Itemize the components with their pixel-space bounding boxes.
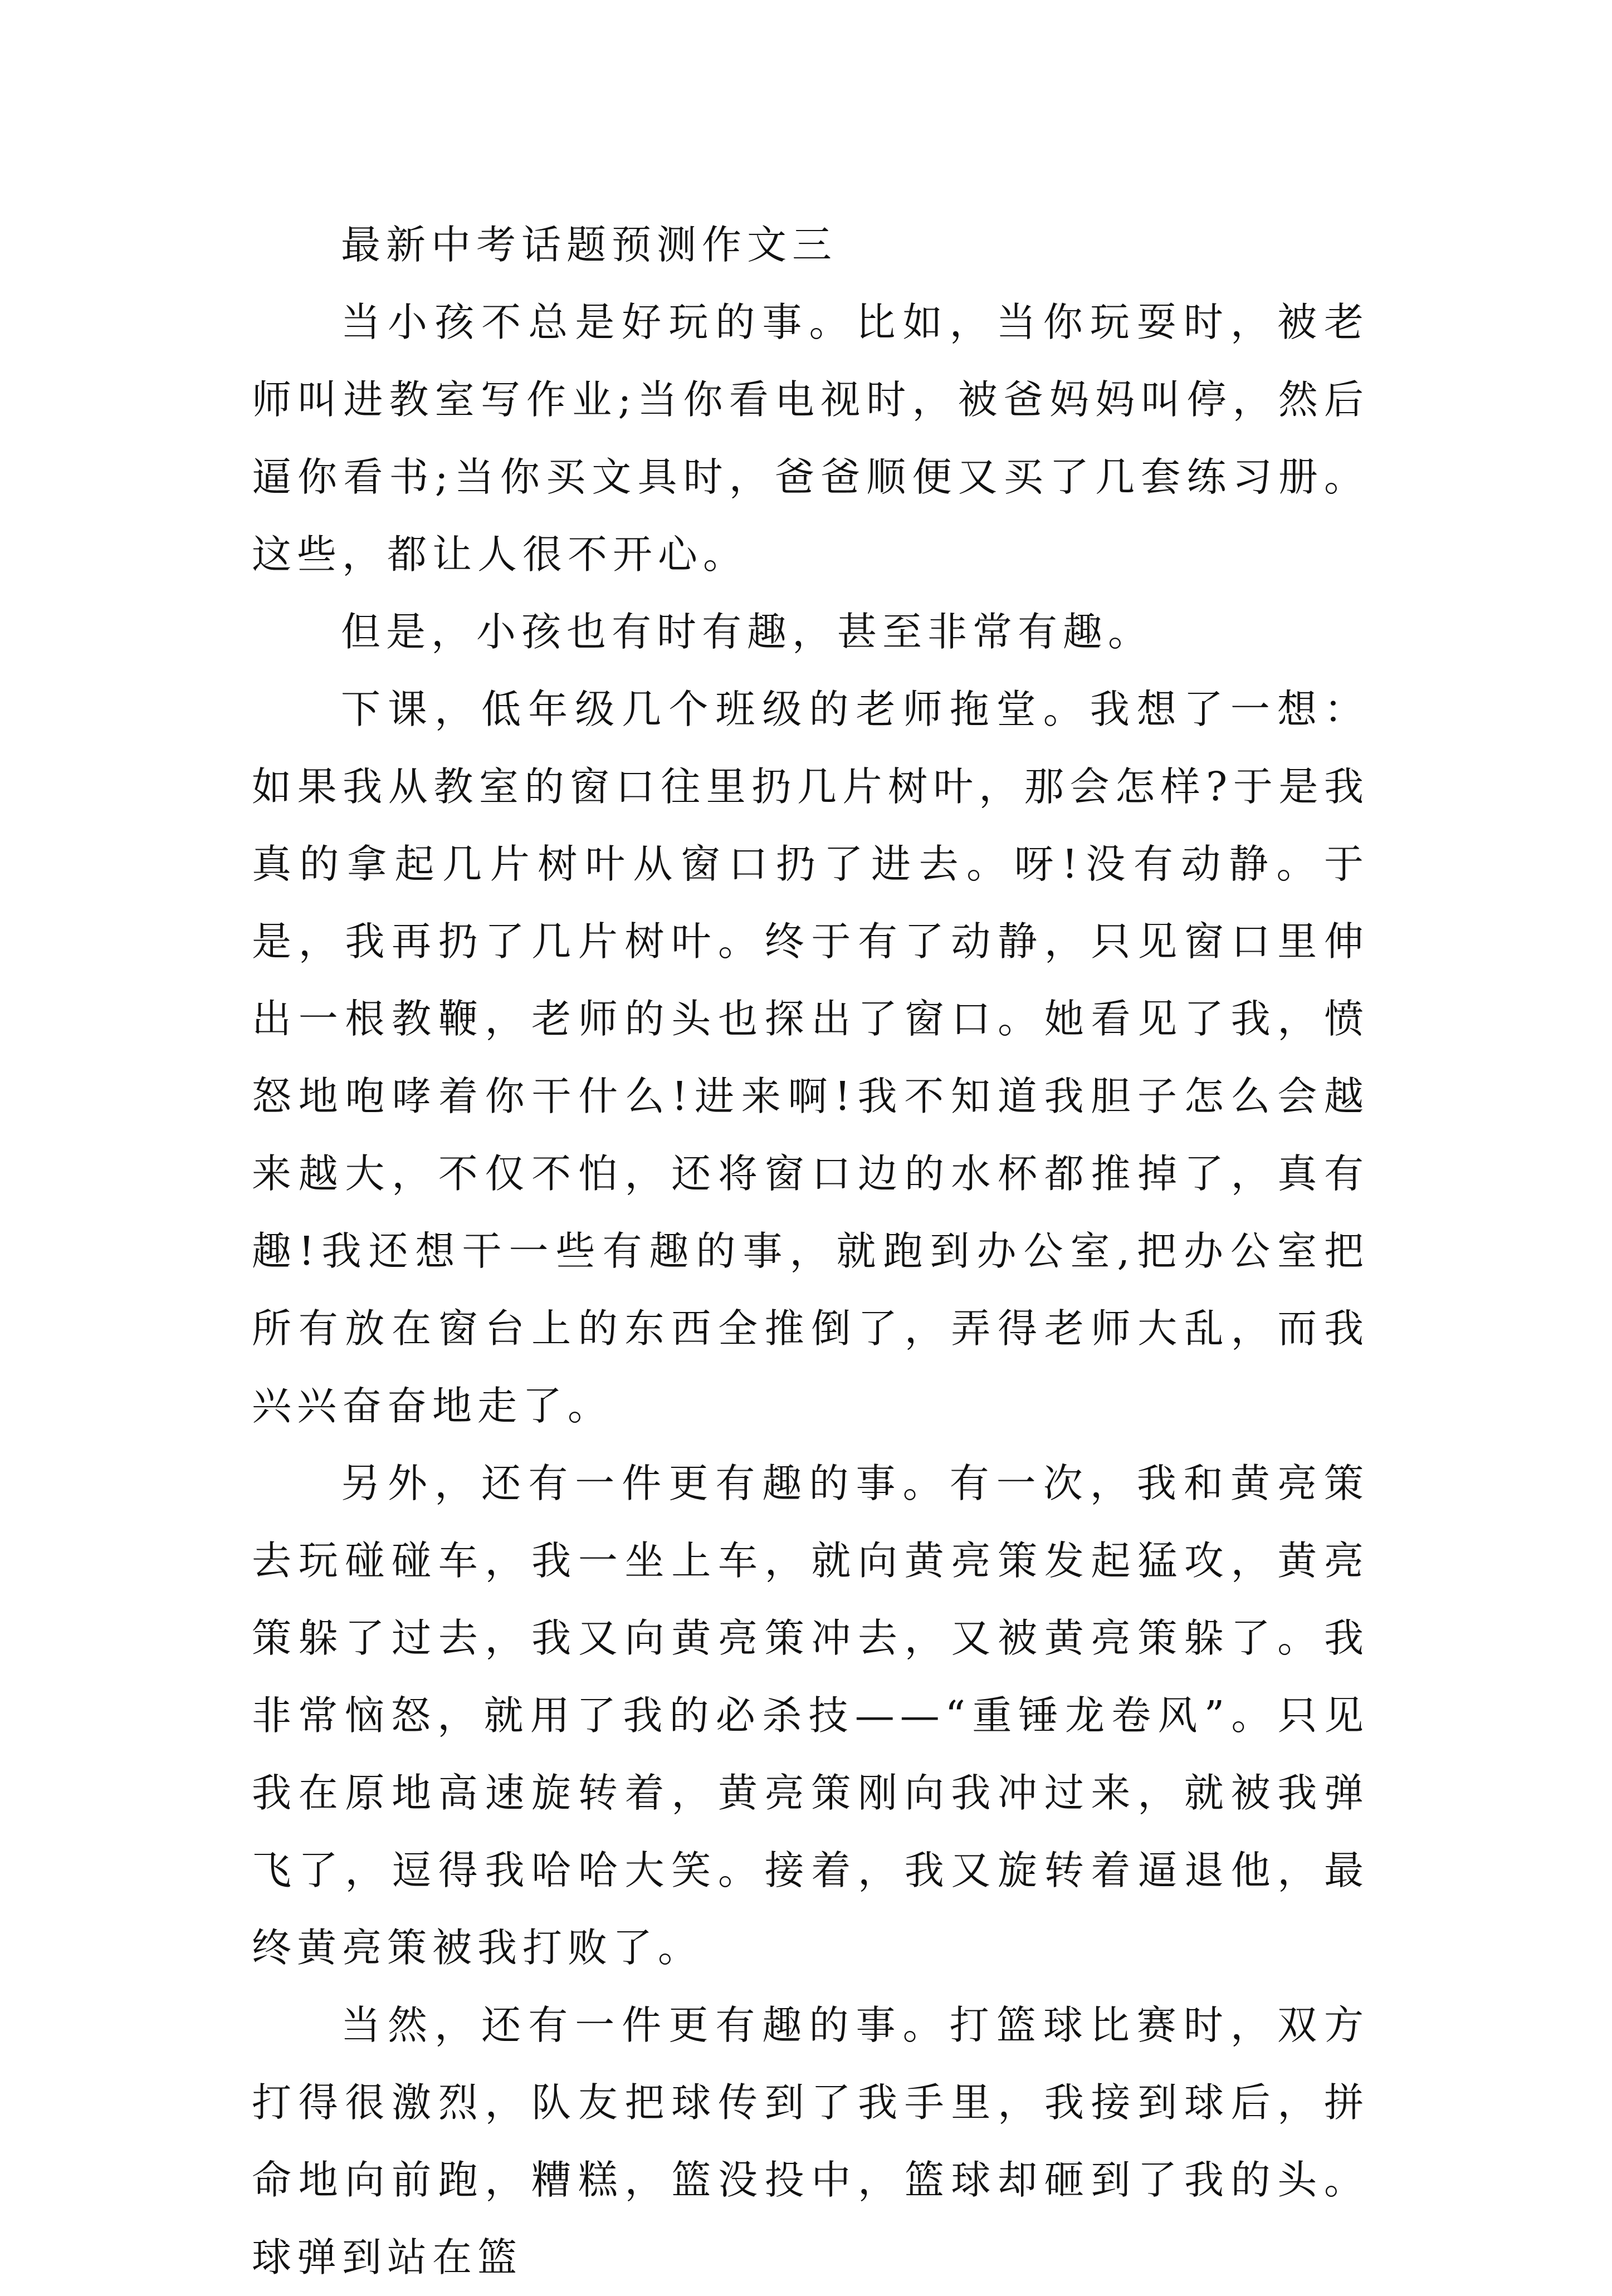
essay-title: 最新中考话题预测作文三: [341, 222, 838, 268]
paragraph-3: 下课，低年级几个班级的老师拖堂。我想了一想：如果我从教室的窗口往里扔几片树叶，那会怎样?于是我真的拿起几片树叶从窗口扔了进去。呀!没有动静。于是，我再扔了几片树叶。终于有了动静，只见窗口里伸出一根教鞭，老师的头也探出了窗口。她看见了我，愤怒地咆哮着你干什么!进来啊!我不知道我胆子怎么会越来越大，不仅不怕，还将窗口边的水杯都推掉了，真有趣!我还想干一些有趣的事，就跑到办公室,把办公室把所有放在窗台上的东西全推倒了，弄得老师大乱，而我兴兴奋奋地走了。: [252, 686, 1369, 1429]
essay-body: [252, 206, 1369, 2296]
paragraph-5: 当然，还有一件更有趣的事。打篮球比赛时，双方打得很激烈，队友把球传到了我手里，我接到球后，拼命地向前跑，糟糕，篮没投中，篮球却砸到了我的头。球弹到站在篮: [252, 2002, 1369, 2280]
paragraph-2: 但是，小孩也有时有趣，甚至非常有趣。: [341, 609, 1154, 655]
paragraph-1: 当小孩不总是好玩的事。比如，当你玩耍时，被老师叫进教室写作业;当你看电视时，被爸妈妈叫停，然后逼你看书;当你买文具时，爸爸顺便又买了几套练习册。这些，都让人很不开心。: [252, 299, 1369, 577]
paragraph-4: 另外，还有一件更有趣的事。有一次，我和黄亮策去玩碰碰车，我一坐上车，就向黄亮策发起猛攻，黄亮策躲了过去，我又向黄亮策冲去，又被黄亮策躲了。我非常恼怒，就用了我的必杀技——“重锤龙卷风”。只见我在原地高速旋转着，黄亮策刚向我冲过来，就被我弹飞了，逗得我哈哈大笑。接着，我又旋转着逼退他，最终黄亮策被我打败了。: [252, 1460, 1369, 1971]
